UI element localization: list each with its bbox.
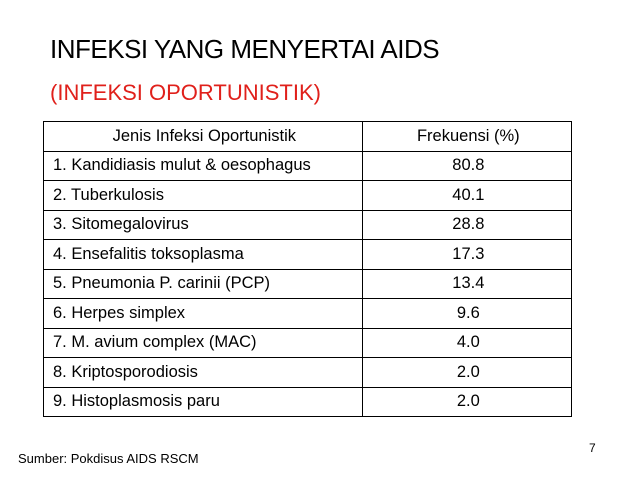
table-row — [44, 358, 572, 388]
infection-cell: 6. Herpes simplex — [44, 299, 363, 329]
frequency-cell: 13.4 — [362, 269, 571, 299]
table-row — [44, 210, 572, 240]
table-row — [44, 151, 572, 181]
table-row — [44, 328, 572, 358]
infection-cell: 8. Kriptosporodiosis — [44, 358, 363, 388]
table-row — [44, 240, 572, 270]
infection-cell: 4. Ensefalitis toksoplasma — [44, 240, 363, 270]
table-row — [44, 181, 572, 211]
infection-cell: 9. Histoplasmosis paru — [44, 387, 363, 417]
slide-title: INFEKSI YANG MENYERTAI AIDS — [50, 34, 440, 64]
infection-cell: 7. M. avium complex (MAC) — [44, 328, 363, 358]
frequency-cell: 9.6 — [362, 299, 571, 329]
frequency-cell: 4.0 — [362, 328, 571, 358]
frequency-cell: 40.1 — [362, 181, 571, 211]
frequency-cell: 2.0 — [362, 358, 571, 388]
infection-frequency-table — [43, 121, 572, 417]
table-header-row — [44, 122, 572, 152]
slide-subtitle: (INFEKSI OPORTUNISTIK) — [50, 80, 321, 105]
table-row — [44, 299, 572, 329]
infection-cell: 3. Sitomegalovirus — [44, 210, 363, 240]
infection-cell: 5. Pneumonia P. carinii (PCP) — [44, 269, 363, 299]
infection-cell: 1. Kandidiasis mulut & oesophagus — [44, 151, 363, 181]
frequency-cell: 17.3 — [362, 240, 571, 270]
column-header-infection: Jenis Infeksi Oportunistik — [44, 122, 363, 152]
table-row — [44, 269, 572, 299]
column-header-frequency: Frekuensi (%) — [362, 122, 571, 152]
infection-cell: 2. Tuberkulosis — [44, 181, 363, 211]
frequency-cell: 28.8 — [362, 210, 571, 240]
source-note: Sumber: Pokdisus AIDS RSCM — [18, 451, 199, 466]
frequency-cell: 80.8 — [362, 151, 571, 181]
page-number: 7 — [589, 441, 596, 455]
frequency-cell: 2.0 — [362, 387, 571, 417]
table-row — [44, 387, 572, 417]
